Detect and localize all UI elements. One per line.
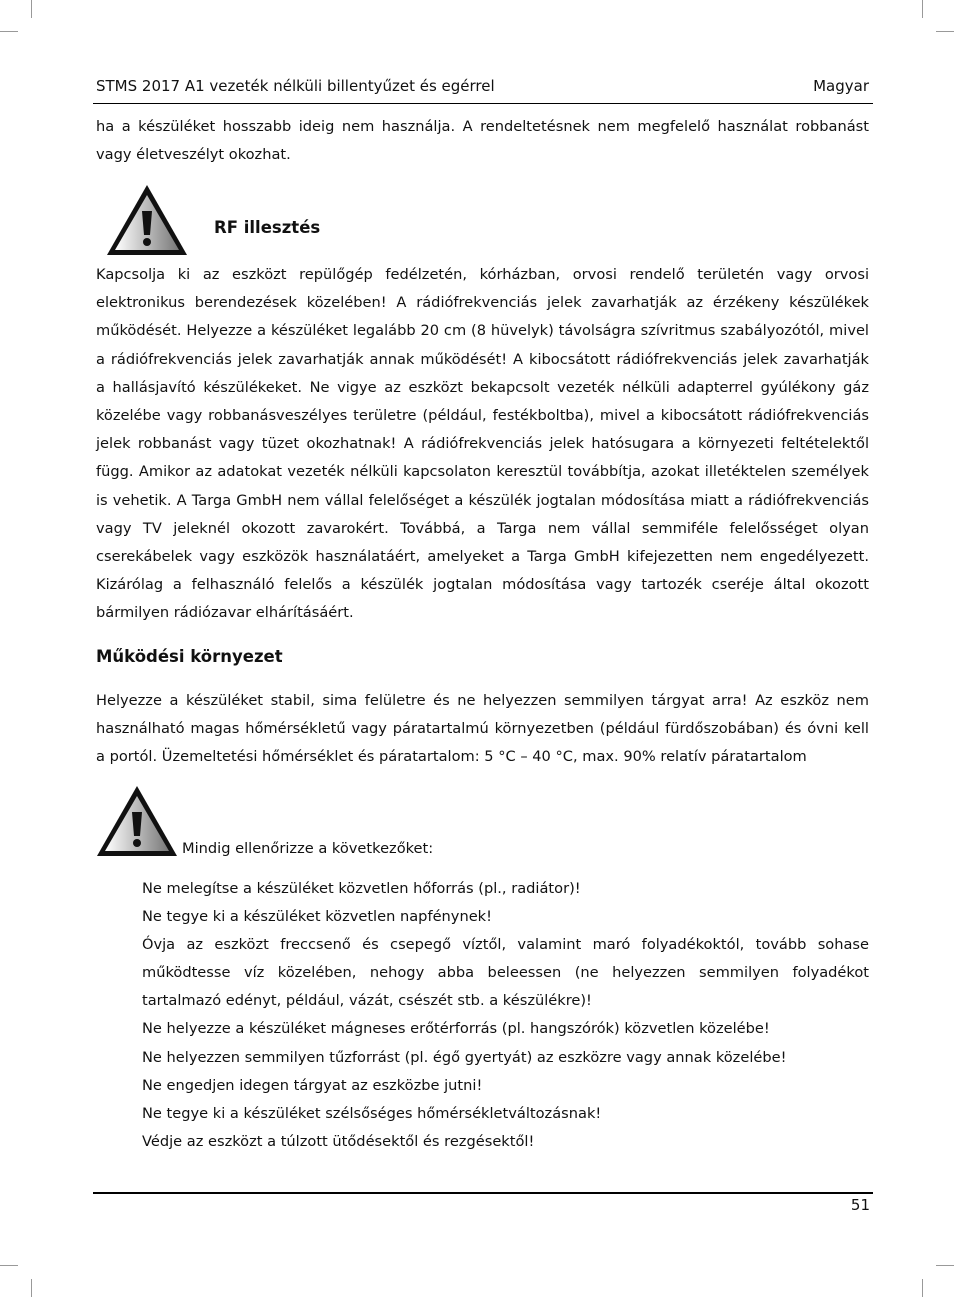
environment-paragraph: Helyezze a készüléket stabil, sima felületre és ne helyezzen semmilyen tárgyat arra! Az eszköz nem használható magas hőmérsékletű vagy páratartalmú környezetben (például fürdőszobában) és óvni kell a portól. Üzemeltetési hőmérséklet és páratartalom: 5 °C – 40 °C, max. 90% relatív páratartalom [96,692,869,766]
rf-paragraph: Kapcsolja ki az eszközt repülőgép fedélzetén, kórházban, orvosi rendelő területén vagy orvosi elektronikus berendezések közelében! A rádiófrekvenciás jelek zavarhatják az érzékeny készülékek működését. Helyezze a készüléket legalább 20 cm (8 hüvelyk) távolságra szívritmus szabályozótól, mivel a rádiófrekvenciás jelek zavarhatják annak működését! A kibocsátott rádiófrekvenciás jelek zavarhatják a hallásjavító készülékeket. Ne vigye az eszközt bekapcsolt vezeték nélküli adapterrel gyúlékony gáz közelébe vagy robbanásveszélyes területre (például, festékboltba), mivel a kibocsátott rádiófrekvenciás jelek robbanást vagy tüzet okozhatnak! A rádiófrekvenciás jelek hatósugara a környezeti feltételektől függ. Amikor az adatokat vezeték nélküli kapcsolaton keresztül továbbítja, azokat illetéktelen személyek is vehetik. A Targa GmbH nem vállal felelőséget a készülék jogtalan módosítása miatt a rádiófrekvenciás vagy TV jeleknél okozott zavarokért. Továbbá, a Targa nem vállal semmiféle felelősséget olyan cserekábelek vagy eszközök használatáért, amelyeket a Targa GmbH kifejezetten nem engedélyezett. Kizárólag a felhasználó felelős a készülék jogtalan módosítása vagy tartozék cseréje által okozott bármilyen rádiózavar elhárításáért. [96,266,869,622]
list-item: Ne tegye ki a készüléket közvetlen napfénynek! [142,908,492,926]
page-header [96,77,869,95]
list-item: Ne tegye ki a készüléket szélsőséges hőmérsékletváltozásnak! [142,1104,602,1122]
checks-intro: Mindig ellenőrizze a következőket: [182,840,434,857]
crop-mark [936,1265,954,1266]
footer-divider [93,1192,873,1194]
header-divider [93,103,873,104]
language-label: Magyar [813,77,869,95]
page-number: 51 [850,1196,870,1214]
warning-icon [95,784,179,858]
list-item: Ne engedjen idegen tárgyat az eszközbe jutni! [142,1076,483,1094]
rf-heading: RF illesztés [214,218,321,237]
crop-mark [31,1279,32,1297]
list-item: Ne melegítse a készüléket közvetlen hőforrás (pl., radiátor)! [142,880,581,897]
list-item: Védje az eszközt a túlzott ütődésektől és rezgésektől! [142,1132,535,1150]
environment-heading: Működési környezet [96,647,283,666]
list-item: Óvja az eszközt freccsenő és csepegő víztől, valamint maró folyadékoktól, tovább sohase működtesse víz közelében, nehogy abba beleessen (ne helyezzen semmilyen folyadékot tartalmazó edényt, például, vázát, csészét stb. a készülékre)! [142,936,869,1010]
crop-mark [0,1265,18,1266]
crop-mark [0,31,18,32]
crop-mark [922,1279,923,1297]
crop-mark [936,31,954,32]
checks-list [142,875,869,1156]
intro-paragraph: ha a készüléket hosszabb ideig nem használja. A rendeltetésnek nem megfelelő használat robbanást vagy életveszélyt okozhat. [96,118,869,164]
list-item: Ne helyezzen semmilyen tűzforrást (pl. égő gyertyát) az eszközre vagy annak közelébe! [142,1048,787,1066]
crop-mark [31,0,32,18]
document-title: STMS 2017 A1 vezeték nélküli billentyűzet és egérrel [96,77,495,95]
warning-icon [105,183,189,257]
list-item: Ne helyezze a készüléket mágneses erőtérforrás (pl. hangszórók) közvetlen közelébe! [142,1020,770,1038]
crop-mark [922,0,923,18]
